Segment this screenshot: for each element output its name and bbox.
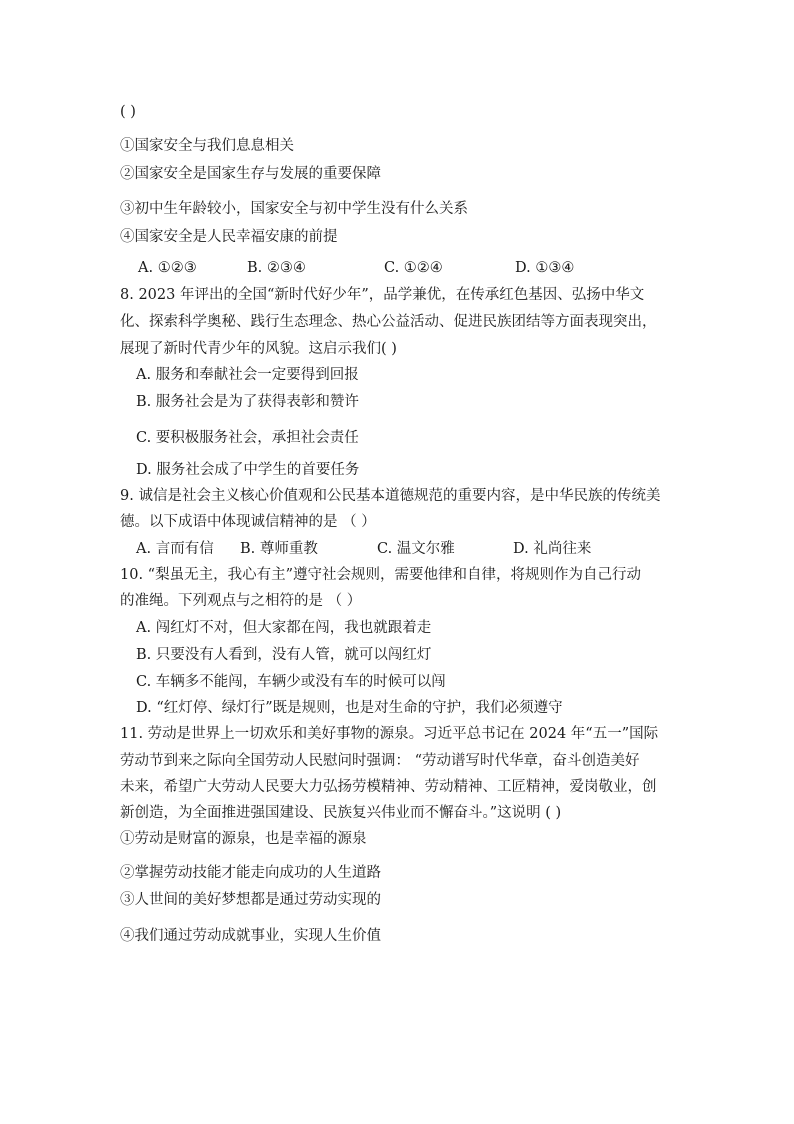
- q9-stem-line-1: 9. 诚信是社会主义核心价值观和公民基本道德规范的重要内容，是中华民族的传统美: [120, 488, 661, 504]
- q8-option-b: B. 服务社会是为了获得表彰和赞许: [136, 394, 359, 410]
- q9-stem-line-2: 德。以下成语中体现诚信精神的是 （ ）: [120, 514, 376, 530]
- q10-stem-line-1: 10. “梨虽无主，我心有主”遵守社会规则，需要他律和自律，将规则作为自己行动: [120, 567, 641, 583]
- q7-option-d: D. ①③④: [515, 260, 575, 276]
- q8-option-d: D. 服务社会成了中学生的首要任务: [136, 462, 360, 478]
- q9-option-b: B. 尊师重教: [240, 541, 318, 557]
- q8-option-a: A. 服务和奉献社会一定要得到回报: [136, 367, 359, 383]
- q11-stem-line-1: 11. 劳动是世界上一切欢乐和美好事物的源泉。习近平总书记在 2024 年“五一”国际: [120, 726, 659, 742]
- q7-bracket: ( ): [120, 104, 136, 120]
- q7-item-4: ④国家安全是人民幸福安康的前提: [120, 229, 338, 245]
- q7-item-1: ①国家安全与我们息息相关: [120, 138, 294, 154]
- q7-option-b: B. ②③④: [247, 260, 306, 276]
- q11-stem-line-2: 劳动节到来之际向全国劳动人民慰问时强调： “劳动谱写时代华章，奋斗创造美好: [120, 753, 640, 769]
- q7-option-a: A. ①②③: [138, 260, 197, 276]
- q11-stem-line-4: 新创造，为全面推进强国建设、民族复兴伟业而不懈奋斗。”这说明 ( ): [120, 805, 562, 821]
- q11-item-1: ①劳动是财富的源泉，也是幸福的源泉: [120, 831, 367, 847]
- q8-stem-line-3: 展现了新时代青少年的风貌。这启示我们( ): [120, 341, 397, 357]
- q8-stem-line-2: 化、探索科学奥秘、践行生态理念、热心公益活动、促进民族团结等方面表现突出，: [120, 314, 657, 330]
- q9-option-d: D. 礼尚往来: [513, 541, 592, 557]
- q7-item-3: ③初中生年龄较小，国家安全与初中学生没有什么关系: [120, 201, 468, 217]
- q10-option-c: C. 车辆多不能闯，车辆少或没有车的时候可以闯: [136, 674, 446, 690]
- q8-stem-line-1: 8. 2023 年评出的全国“新时代好少年”，品学兼优，在传承红色基因、弘扬中华文: [120, 287, 645, 303]
- q11-item-3: ③人世间的美好梦想都是通过劳动实现的: [120, 892, 381, 908]
- q10-option-a: A. 闯红灯不对，但大家都在闯，我也就跟着走: [136, 620, 432, 636]
- q8-option-c: C. 要积极服务社会，承担社会责任: [136, 430, 359, 446]
- q11-item-2: ②掌握劳动技能才能走向成功的人生道路: [120, 865, 381, 881]
- q11-stem-line-3: 未来，希望广大劳动人民要大力弘扬劳模精神、劳动精神、工匠精神，爱岗敬业，创: [120, 779, 657, 795]
- q10-stem-line-2: 的准绳。下列观点与之相符的是 （ ）: [120, 593, 362, 609]
- q10-option-b: B. 只要没有人看到，没有人管，就可以闯红灯: [136, 647, 432, 663]
- q11-item-4: ④我们通过劳动成就事业，实现人生价值: [120, 928, 381, 944]
- q9-option-c: C. 温文尔雅: [377, 541, 455, 557]
- q9-option-a: A. 言而有信: [136, 541, 214, 557]
- q10-option-d: D. “红灯停、绿灯行”既是规则，也是对生命的守护，我们必须遵守: [136, 700, 563, 716]
- q7-item-2: ②国家安全是国家生存与发展的重要保障: [120, 166, 381, 182]
- q7-option-c: C. ①②④: [384, 260, 443, 276]
